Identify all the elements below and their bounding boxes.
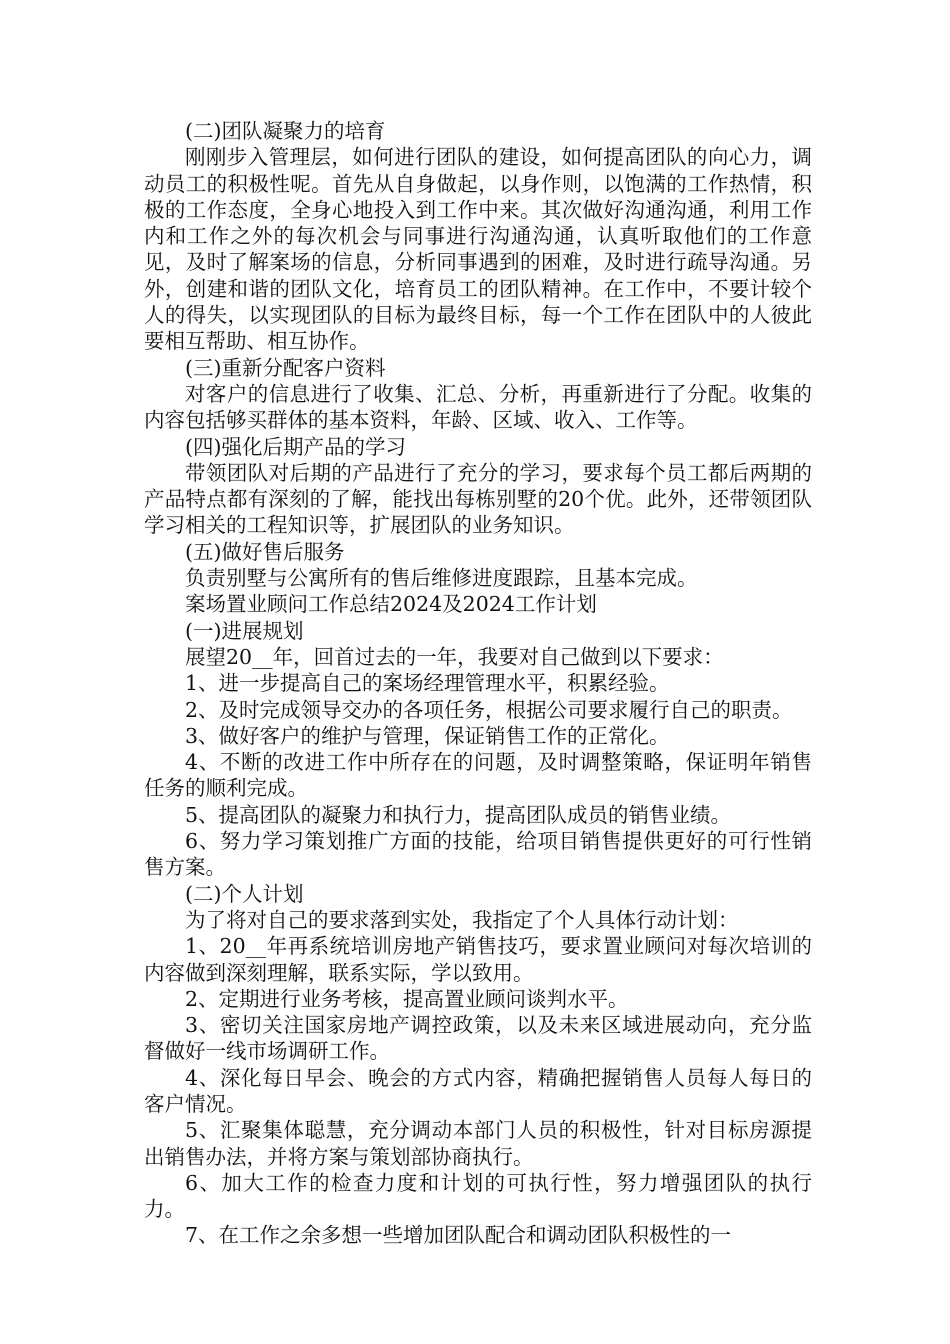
paragraph-team-building: 刚刚步入管理层，如何进行团队的建设，如何提高团队的向心力，调动员工的积极性呢。首先从自身做起，以身作则，以饱满的工作热情，积极的工作态度，全身心地投入到工作中来。其次做好沟通沟通，利用工作内和工作之外的每次机会与同事进行沟通沟通，认真听取他们的工作意见，及时了解案场的信息，分析同事遇到的困难，及时进行疏导沟通。另外，创建和谐的团队文化，培育员工的团队精神。在工作中，不要计较个人的得失，以实现团队的目标为最终目标，每一个工作在团队中的人彼此要相互帮助、相互协作。 [144, 145, 812, 354]
list-item: 6、努力学习策划推广方面的技能，给项目销售提供更好的可行性销售方案。 [144, 829, 812, 880]
list-item: 3、做好客户的维护与管理，保证销售工作的正常化。 [185, 723, 670, 748]
list-item: 6、加大工作的检查力度和计划的可执行性，努力增强团队的执行力。 [144, 1170, 812, 1222]
list-item: 2、及时完成领导交办的各项任务，根据公司要求履行自己的职责。 [185, 697, 793, 722]
list-item: 4、不断的改进工作中所存在的问题，及时调整策略，保证明年销售任务的顺利完成。 [144, 750, 812, 801]
paragraph-client-data: 对客户的信息进行了收集、汇总、分析，再重新进行了分配。收集的内容包括够买群体的基本资料，年龄、区域、收入、工作等。 [144, 381, 812, 433]
document-subtitle: 案场置业顾问工作总结2024及2024工作计划 [185, 592, 597, 617]
list-item: 1、20__年再系统培训房地产销售技巧，要求置业顾问对每次培训的内容做到深刻理解，联系实际，学以致用。 [144, 934, 812, 985]
list-item: 7、在工作之余多想一些增加团队配合和调动团队积极性的一 [185, 1223, 732, 1248]
list-item: 2、定期进行业务考核，提高置业顾问谈判水平。 [185, 986, 629, 1011]
document-body [144, 118, 812, 1249]
paragraph-after-sales: 负责别墅与公寓所有的售后维修进度跟踪，且基本完成。 [185, 566, 698, 591]
list-item: 3、密切关注国家房地产调控政策，以及未来区域进展动向，充分监督做好一线市场调研工作。 [144, 1013, 812, 1064]
list-item: 5、提高团队的凝聚力和执行力，提高团队成员的销售业绩。 [185, 802, 732, 827]
section-heading-team-cohesion: (二)团队凝聚力的培育 [185, 119, 386, 143]
list-item: 1、进一步提高自己的案场经理管理水平，积累经验。 [185, 671, 670, 696]
paragraph-outlook: 展望20__年，回首过去的一年，我要对自己做到以下要求： [185, 644, 724, 669]
section-heading-personal-plan: (二)个人计划 [185, 881, 304, 906]
section-heading-development-plan: (一)进展规划 [185, 618, 304, 643]
section-heading-product-study: (四)强化后期产品的学习 [185, 434, 406, 459]
paragraph-personal-plan-intro: 为了将对自己的要求落到实处，我指定了个人具体行动计划： [185, 907, 739, 932]
list-item: 4、深化每日早会、晚会的方式内容，精确把握销售人员每人每日的客户情况。 [144, 1065, 812, 1116]
list-item: 5、汇聚集体聪慧，充分调动本部门人员的积极性，针对目标房源提出销售办法，并将方案与策划部协商执行。 [144, 1118, 812, 1169]
section-heading-client-data: (三)重新分配客户资料 [185, 355, 386, 380]
section-heading-after-sales: (五)做好售后服务 [185, 539, 345, 564]
paragraph-product-study: 带领团队对后期的产品进行了充分的学习，要求每个员工都后两期的产品特点都有深刻的了解，能找出每栋别墅的20个优。此外，还带领团队学习相关的工程知识等，扩展团队的业务知识。 [144, 460, 812, 538]
